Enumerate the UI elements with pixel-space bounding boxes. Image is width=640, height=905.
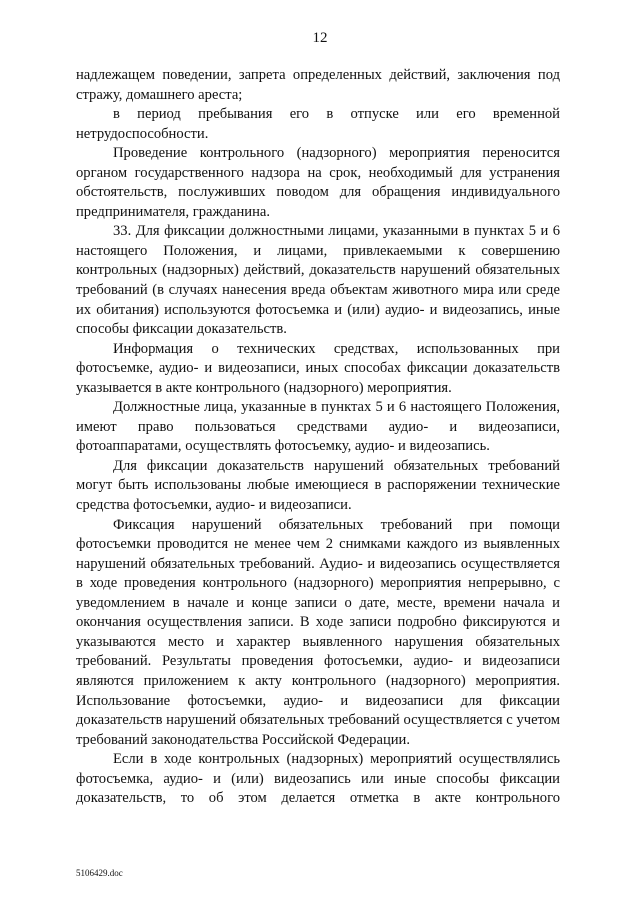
paragraph-fixation-details: Фиксация нарушений обязательных требований при помощи фотосъемки проводится не менее чем 2 снимками каждого из выявленных нарушений обязательных требований. Аудио- и видеозапись осуществляется в ходе проведения контрольного (надзорного) мероприятия непрерывно, с уведомлением в начале и конце записи о дате, месте, времени начала и окончания осуществления записи. В ходе записи подробно фиксируются и указываются место и характер выявленного нарушения обязательных требований. Результаты проведения фотосъемки, аудио- и видеозаписи являются приложением к акту контрольного (надзорного) мероприятия. Использование фотосъемки, аудио- и видеозаписи для фиксации доказательств нарушений обязательных требований осуществляется с учетом требований законодательства Российской Федерации. (76, 516, 560, 748)
paragraph-clause-33: 33. Для фиксации должностными лицами, указанными в пунктах 5 и 6 настоящего Положения, и лицами, привлекаемыми к совершению контрольных (надзорных) действий, доказательств нарушений обязательных требований (в случаях нанесения вреда объектам животного мира или среде их обитания) используются фотосъемка и (или) аудио- и видеозапись, иные способы фиксации доказательств. (76, 223, 560, 338)
paragraph-continuation: надлежащем поведении, запрета определенных действий, заключения под стражу, домашнего ареста; (76, 67, 560, 103)
paragraph-act-mark: Если в ходе контрольных (надзорных) мероприятий осуществлялись фотосъемка, аудио- и (или) видеозапись или иные способы фиксации доказательств, то об этом делается отметка в акте контрольного (76, 751, 560, 807)
paragraph-postponement: Проведение контрольного (надзорного) мероприятия переносится органом государственного надзора на срок, необходимый для устранения обстоятельств, послуживших поводом для обращения индивидуального предпринимателя, гражданина. (76, 145, 560, 220)
paragraph-any-means: Для фиксации доказательств нарушений обязательных требований могут быть использованы любые имеющиеся в распоряжении технические средства фотосъемки, аудио- и видеозаписи. (76, 457, 560, 514)
paragraph-vacation: в период пребывания его в отпуске или его временной нетрудоспособности. (76, 106, 560, 142)
document-filename: 5106429.doc (76, 868, 123, 878)
paragraph-technical-means: Информация о технических средствах, использованных при фотосъемке, аудио- и видеозаписи, иных способах фиксации доказательств указывается в акте контрольного (надзорного) мероприятия. (76, 340, 560, 396)
page-number: 12 (312, 30, 328, 46)
paragraph-officials-rights: Должностные лица, указанные в пунктах 5 и 6 настоящего Положения, имеют право пользоваться средствами аудио- и видеозаписи, фотоаппаратами, осуществлять фотосъемку, аудио- и видеозапись. (76, 399, 560, 455)
document-body (76, 66, 560, 809)
